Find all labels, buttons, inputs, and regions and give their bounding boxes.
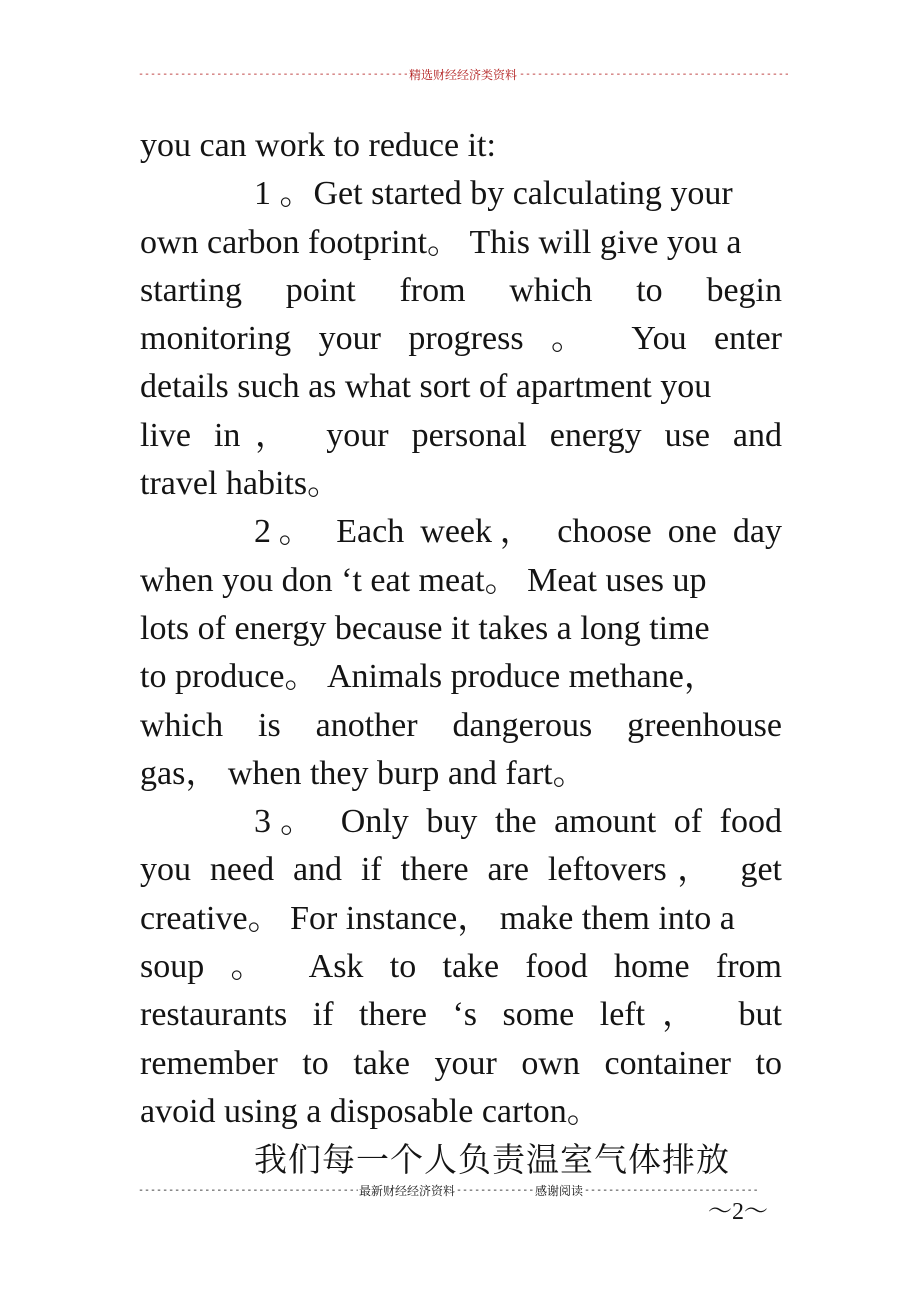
page-footer	[138, 1180, 760, 1202]
page-number: ～2～	[708, 1199, 768, 1225]
body-line: starting point from which to begin	[140, 271, 782, 309]
header-rule-left	[138, 64, 407, 86]
page-header	[138, 64, 788, 86]
body-line: 2。 Each week， choose one day	[254, 513, 782, 551]
body-line: 3。 Only buy the amount of food	[254, 803, 782, 841]
body-line: travel habits。	[140, 465, 342, 503]
body-line: own carbon footprint。 This will give you a	[140, 223, 742, 261]
footer-label-right: 感谢阅读	[535, 1184, 584, 1198]
footer-rule-left	[138, 1180, 358, 1202]
body-line: you need and if there are leftovers， get	[140, 851, 782, 889]
body-line: which is another dangerous greenhouse	[140, 706, 782, 744]
body-line: monitoring your progress 。 You enter	[140, 320, 782, 358]
body-line: creative。 For instance， make them into a	[140, 899, 735, 937]
body-line: details such as what sort of apartment you	[140, 368, 712, 406]
header-rule-right	[519, 64, 788, 86]
body-line: remember to take your own container to	[140, 1044, 782, 1082]
footer-rule-middle	[456, 1180, 534, 1202]
body-line: soup 。 Ask to take food home from	[140, 948, 782, 986]
body-line: you can work to reduce it:	[140, 127, 496, 164]
body-line: restaurants if there ‘s some left， but	[140, 996, 782, 1034]
document-body	[140, 122, 782, 1185]
body-line: live in， your personal energy use and	[140, 416, 782, 454]
body-line: when you don ‘t eat meat。 Meat uses up	[140, 561, 707, 599]
body-line-chinese: 我们每一个人负责温室气体排放	[254, 1140, 730, 1180]
header-label: 精选财经经济类资料	[408, 68, 517, 82]
body-line: to produce。 Animals produce methane，	[140, 658, 718, 696]
footer-label-left: 最新财经经济资料	[359, 1184, 456, 1198]
body-line: 1 。Get started by calculating your	[254, 175, 733, 213]
body-line: avoid using a disposable carton。	[140, 1092, 601, 1130]
body-line: gas， when they burp and fart。	[140, 754, 587, 792]
body-line: lots of energy because it takes a long time	[140, 609, 710, 647]
